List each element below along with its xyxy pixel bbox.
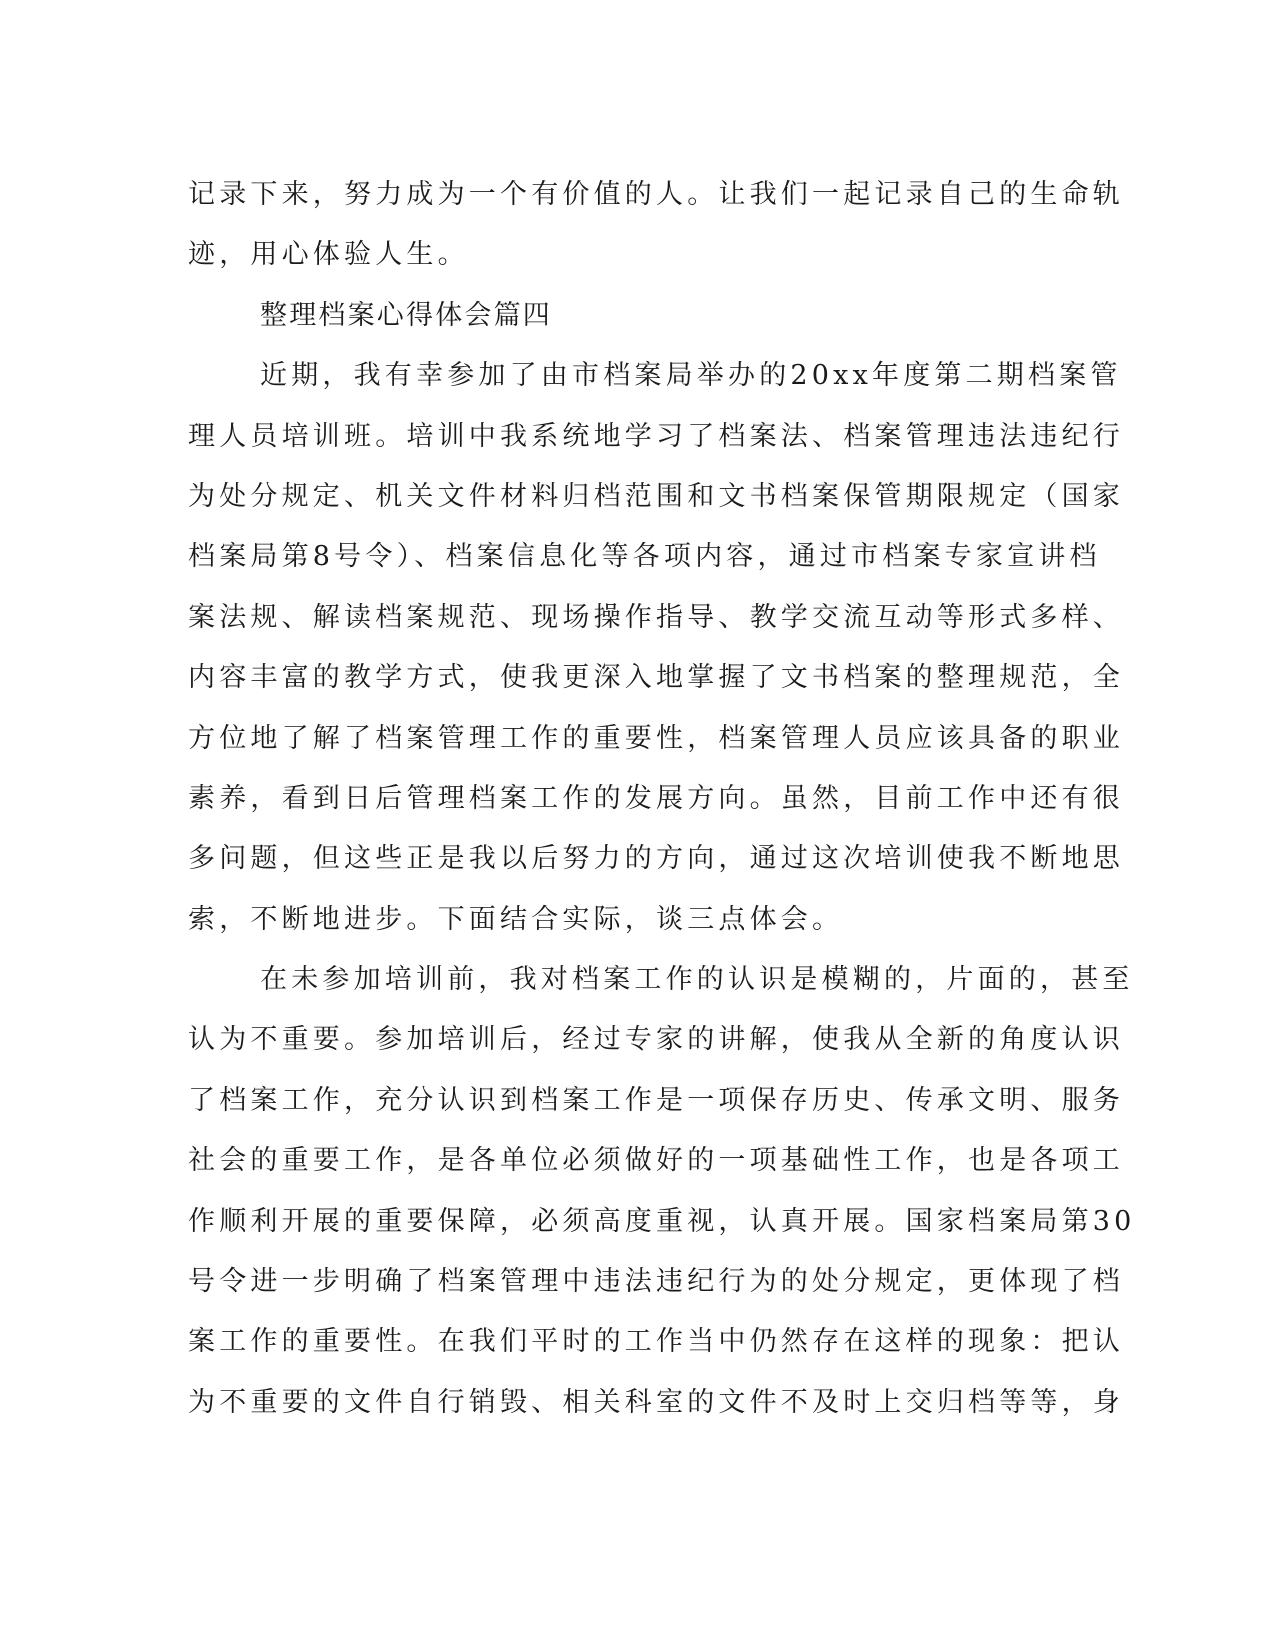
paragraph-line: 内容丰富的教学方式，使我更深入地掌握了文书档案的整理规范，全 [188, 662, 1124, 694]
paragraph-line: 社会的重要工作，是各单位必须做好的一项基础性工作，也是各项工 [188, 1145, 1124, 1177]
document-body [188, 165, 1136, 1433]
paragraph-line: 多问题，但这些正是我以后努力的方向，通过这次培训使我不断地思 [188, 843, 1124, 875]
paragraph-line: 认为不重要。参加培训后，经过专家的讲解，使我从全新的角度认识 [188, 1024, 1124, 1056]
paragraph-line: 记录下来，努力成为一个有价值的人。让我们一起记录自己的生命轨 [188, 179, 1124, 210]
paragraph-line: 案工作的重要性。在我们平时的工作当中仍然存在这样的现象：把认 [188, 1326, 1124, 1358]
paragraph-line: 作顺利开展的重要保障，必须高度重视，认真开展。国家档案局第30 [188, 1205, 1136, 1237]
paragraph-line: 案法规、解读档案规范、现场操作指导、教学交流互动等形式多样、 [188, 601, 1124, 633]
paragraph-line: 在未参加培训前，我对档案工作的认识是模糊的，片面的，甚至 [260, 964, 1134, 996]
paragraph-line: 为处分规定、机关文件材料归档范围和文书档案保管期限规定（国家 [188, 480, 1124, 512]
paragraph-line: 理人员培训班。培训中我系统地学习了档案法、档案管理违法违纪行 [188, 420, 1124, 452]
paragraph-line: 了档案工作，充分认识到档案工作是一项保存历史、传承文明、服务 [188, 1084, 1124, 1116]
paragraph-line: 迹，用心体验人生。 [188, 239, 469, 271]
section-heading: 整理档案心得体会篇四 [260, 299, 552, 331]
paragraph-line: 近期，我有幸参加了由市档案局举办的20xx年度第二期档案管 [260, 360, 1122, 392]
paragraph-line: 号令进一步明确了档案管理中违法违纪行为的处分规定，更体现了档 [188, 1266, 1124, 1298]
paragraph-line: 档案局第8号令）、档案信息化等各项内容，通过市档案专家宣讲档 [188, 541, 1101, 573]
paragraph-line: 索，不断地进步。下面结合实际，谈三点体会。 [188, 903, 844, 935]
paragraph-line: 为不重要的文件自行销毁、相关科室的文件不及时上交归档等等，身 [188, 1386, 1124, 1418]
paragraph-line: 素养，看到日后管理档案工作的发展方向。虽然，目前工作中还有很 [188, 782, 1124, 814]
paragraph-line: 方位地了解了档案管理工作的重要性，档案管理人员应该具备的职业 [188, 722, 1124, 754]
